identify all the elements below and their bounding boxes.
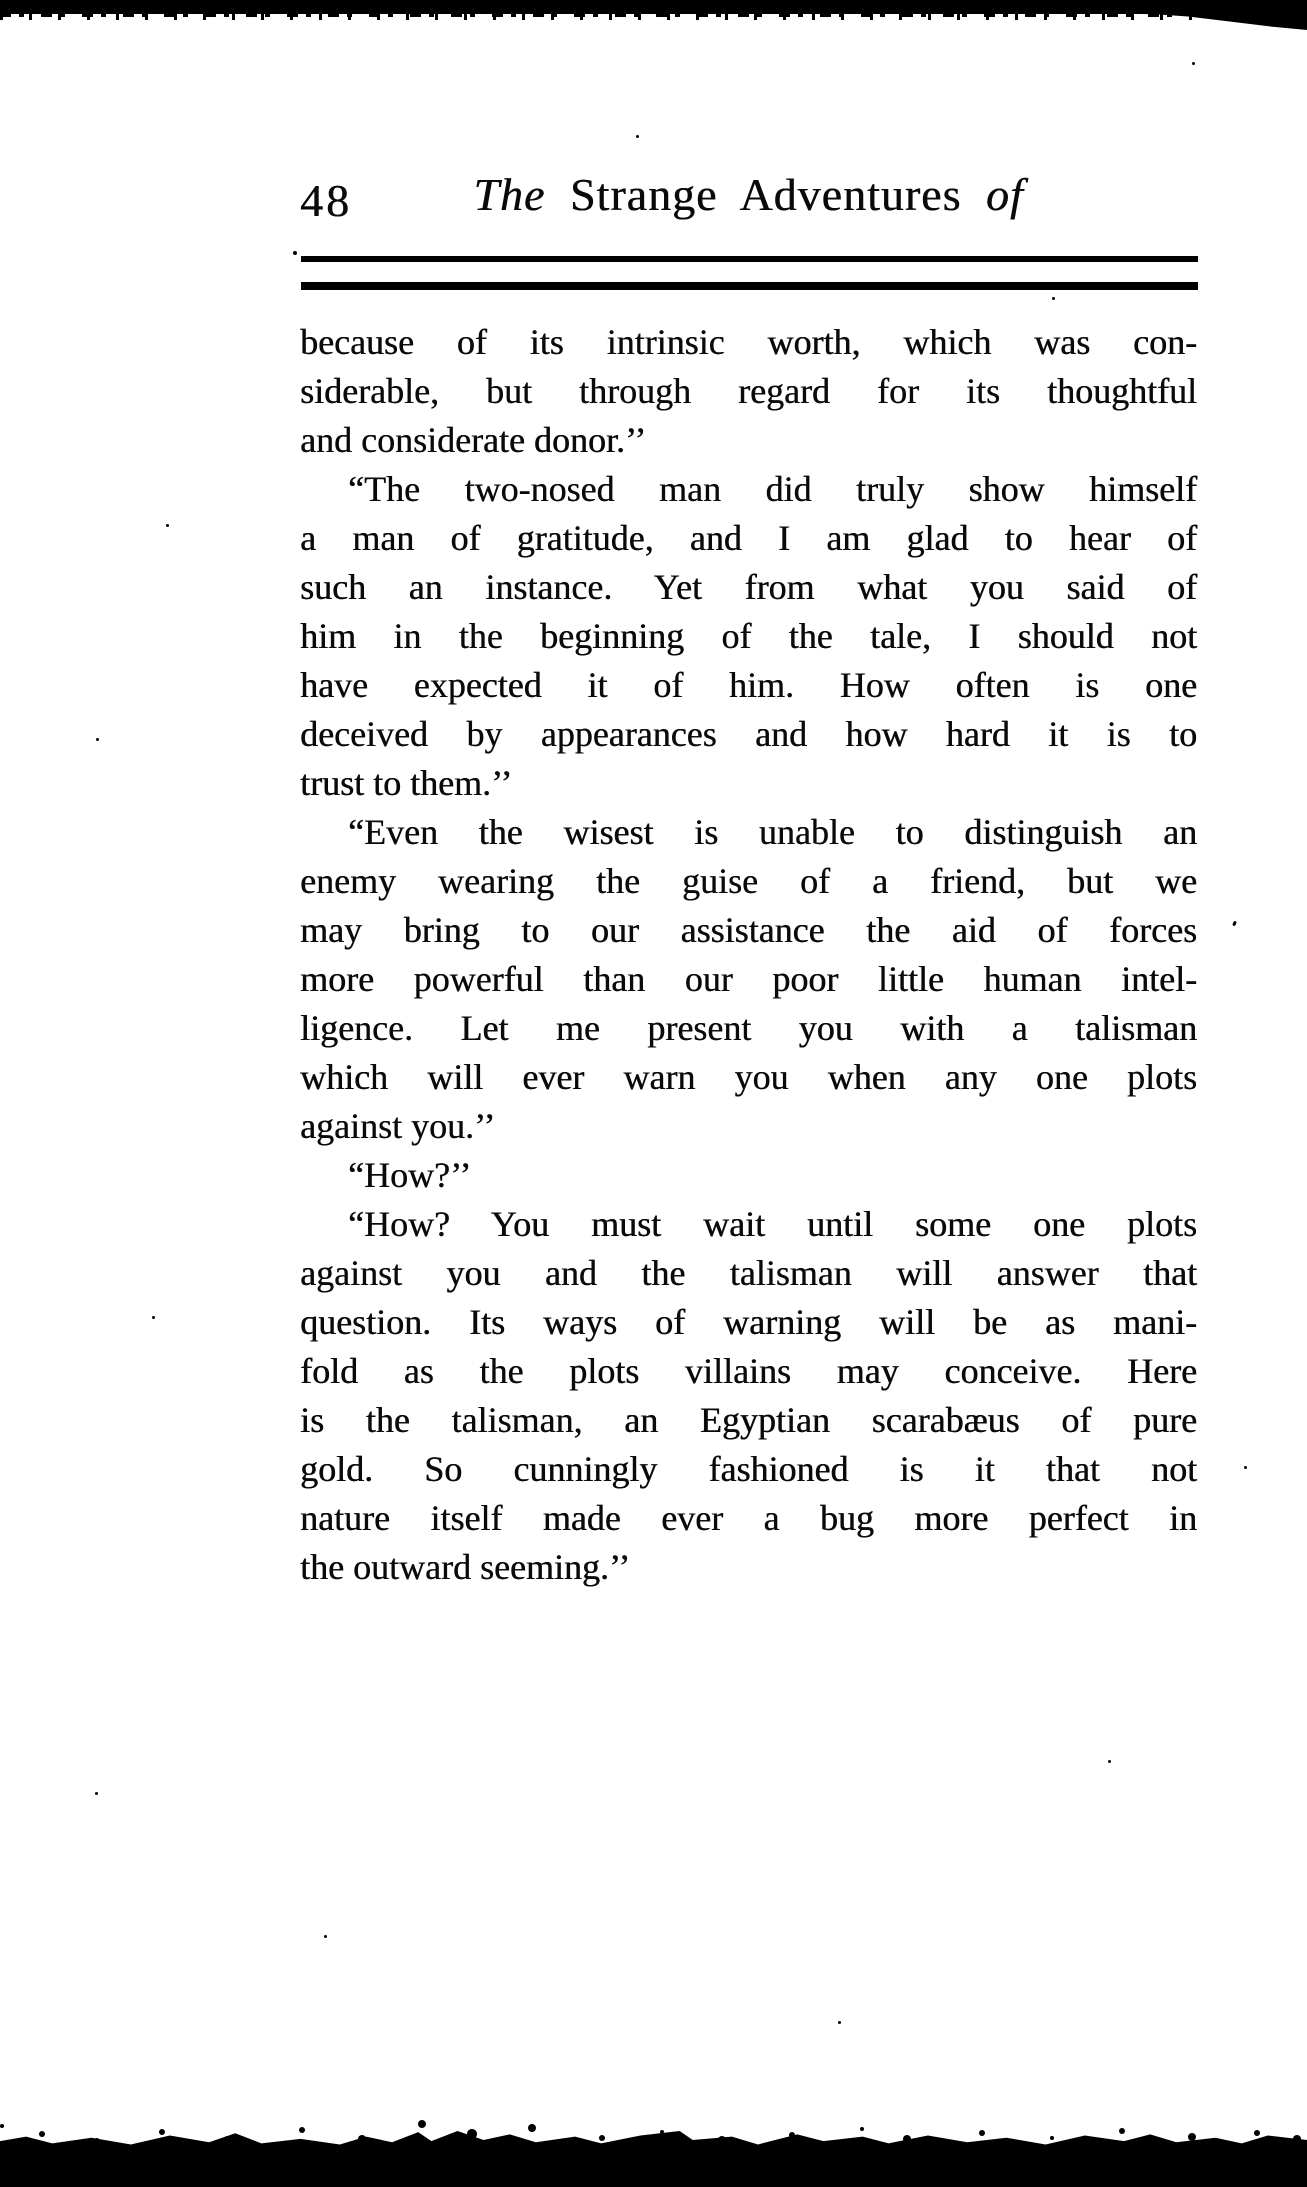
text-line: ligence. Let me present you with a talisman (300, 1008, 1197, 1048)
scan-speck (95, 1792, 98, 1795)
text-line: nature itself made ever a bug more perfect in (300, 1498, 1197, 1538)
scan-speck (636, 135, 639, 138)
text-line: enemy wearing the guise of a friend, but we (300, 861, 1197, 901)
text-line: “The two-nosed man did truly show himself (348, 469, 1197, 509)
text-line: fold as the plots villains may conceive. Here (300, 1351, 1197, 1391)
text-line: and considerate donor.’’ (300, 420, 647, 460)
text-line: have expected it of him. How often is one (300, 665, 1197, 705)
title-word-main: Strange Adventures (545, 169, 986, 220)
scan-speck (1108, 1760, 1111, 1763)
running-title (300, 168, 1197, 221)
top-scan-fringe (0, 13, 1307, 21)
scan-speck (324, 1935, 327, 1938)
title-word-the: The (473, 169, 546, 220)
text-line: which will ever warn you when any one plots (300, 1057, 1197, 1097)
text-line: siderable, but through regard for its thoughtful (300, 371, 1197, 411)
scan-speck (1192, 62, 1195, 65)
paragraph (300, 808, 1197, 1151)
text-line: gold. So cunningly fashioned is it that not (300, 1449, 1197, 1489)
scan-speck (1244, 1466, 1247, 1469)
top-scan-band (0, 0, 1307, 14)
scan-speck (838, 2021, 841, 2024)
text-line: more powerful than our poor little human intel- (300, 959, 1197, 999)
text-line: a man of gratitude, and I am glad to hear of (300, 518, 1197, 558)
text-line: against you and the talisman will answer that (300, 1253, 1197, 1293)
scan-speck (1232, 921, 1237, 927)
scan-speck (1052, 297, 1055, 300)
text-line: the outward seeming.’’ (300, 1547, 631, 1587)
page-header (300, 168, 1197, 224)
text-line: question. Its ways of warning will be as mani- (300, 1302, 1197, 1342)
double-rule (301, 256, 1198, 290)
title-word-of: of (985, 169, 1024, 220)
page-number: 48 (300, 175, 352, 226)
paragraph (300, 465, 1197, 808)
paragraph (300, 318, 1197, 465)
text-line: because of its intrinsic worth, which was con- (300, 322, 1197, 362)
scan-speck (152, 1316, 155, 1319)
body-text (300, 318, 1197, 1592)
text-line: may bring to our assistance the aid of forces (300, 910, 1197, 950)
text-line: him in the beginning of the tale, I should not (300, 616, 1197, 656)
paragraph (300, 1151, 1197, 1200)
bottom-scan-speckle (0, 2124, 4, 2128)
text-line: trust to them.’’ (300, 763, 513, 803)
text-line: “How? You must wait until some one plots (348, 1204, 1197, 1244)
bottom-scan-band (0, 2131, 1307, 2187)
text-line: “How?’’ (348, 1155, 472, 1195)
text-line: such an instance. Yet from what you said of (300, 567, 1197, 607)
paragraph (300, 1200, 1197, 1592)
text-line: against you.’’ (300, 1106, 496, 1146)
scan-speck (293, 251, 297, 255)
text-line: deceived by appearances and how hard it is to (300, 714, 1197, 754)
scan-speck (166, 524, 169, 527)
text-line: “Even the wisest is unable to distinguish an (348, 812, 1197, 852)
scan-speck (96, 738, 99, 741)
text-line: is the talisman, an Egyptian scarabæus of pure (300, 1400, 1197, 1440)
